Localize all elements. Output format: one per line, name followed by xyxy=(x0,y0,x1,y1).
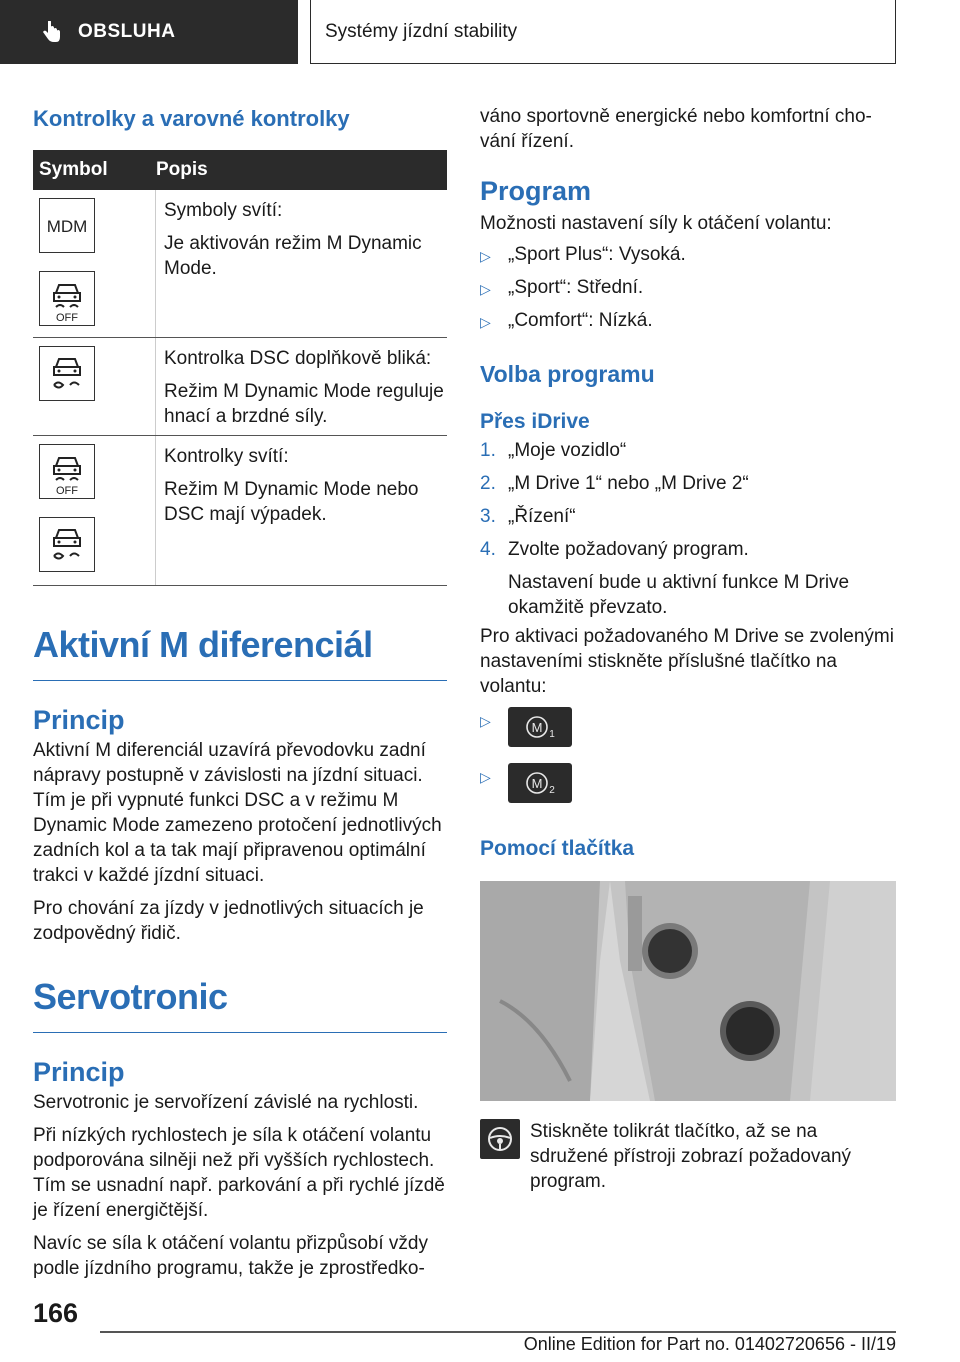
servo-paragraph: Navíc se síla k otáčení volantu přizpůsobí vždy podle jízdního programu, takže je zprostředko- xyxy=(33,1233,428,1279)
triangle-bullet-icon: ▷ xyxy=(480,314,491,330)
tlacitko-text: Stiskněte tolikrát tlačítko, až se na sdružené přístroji zobrazí požadovaný program. xyxy=(530,1121,852,1192)
program-list xyxy=(480,242,896,335)
table-row xyxy=(33,436,447,586)
program-intro: Možnosti nastavení síly k otáčení volantu: xyxy=(480,213,832,234)
mdrive-paragraph: Pro aktivaci požadovaného M Drive se zvolenými nastaveními stiskněte příslušné tlačítko na volantu: xyxy=(480,626,894,697)
kontrolky-heading: Kontrolky a varovné kontrolky xyxy=(33,106,350,131)
tlacitko-block xyxy=(480,1119,896,1194)
tlacitko-heading: Pomocí tlačítka xyxy=(480,837,635,860)
mdm-icon xyxy=(39,198,95,253)
continued-text: váno sportovně energické nebo komfortní cho-vání řízení. xyxy=(480,106,872,152)
svg-text:M: M xyxy=(531,720,543,735)
list-item xyxy=(480,763,896,803)
dsc-icon xyxy=(39,517,95,572)
table-row-text: Kontrolky svítí: xyxy=(164,446,289,467)
table-row-text: Režim M Dynamic Mode nebo DSC mají výpadek. xyxy=(164,479,419,525)
list-item: ▷ „Sport Plus“: Vysoká. xyxy=(480,242,896,269)
servo-princip-heading: Princip xyxy=(33,1057,125,1087)
section-tab-label: OBSLUHA xyxy=(78,21,176,42)
svg-text:OFF: OFF xyxy=(56,484,78,496)
edition-text: Online Edition for Part no. 01402720656 - II/19 xyxy=(523,1334,896,1354)
footer-divider xyxy=(100,1331,896,1333)
svg-text:M: M xyxy=(531,776,543,791)
steering-wheel-icon xyxy=(480,1119,520,1159)
col-symbol: Symbol xyxy=(39,159,108,180)
list-item: 4. Zvolte požadovaný program. xyxy=(480,539,749,560)
left-column xyxy=(33,96,447,1281)
col-popis: Popis xyxy=(156,159,208,180)
section-tab xyxy=(0,0,298,64)
hand-pointer-icon xyxy=(40,21,62,43)
dsc-icon xyxy=(39,346,95,401)
table-row-text: Kontrolka DSC doplňkově bliká: xyxy=(164,348,432,369)
table-row-text: Je aktivován režim M Dynamic Mode. xyxy=(164,233,422,279)
svg-text:2: 2 xyxy=(549,785,555,796)
servo-paragraph: Při nízkých rychlostech je síla k otáčení volantu podporována silněji než při vyšších rychlostech. Tím se usnadní např. parkování a při rychlé jízdě je řízení energičtější. xyxy=(33,1125,445,1221)
table-row-text: Režim M Dynamic Mode reguluje hnací a brzdné síly. xyxy=(164,381,444,427)
table-row xyxy=(33,338,447,436)
steps-list xyxy=(480,438,896,620)
symbol-table-header xyxy=(33,150,447,190)
diff-heading: Aktivní M diferenciál xyxy=(33,624,447,681)
list-item: 2. „M Drive 1“ nebo „M Drive 2“ xyxy=(480,473,749,494)
symbol-table xyxy=(33,150,447,586)
triangle-bullet-icon: ▷ xyxy=(480,248,491,264)
volba-heading: Volba programu xyxy=(480,361,655,387)
svg-text:1: 1 xyxy=(549,729,555,740)
m1-button-icon xyxy=(508,707,572,747)
page-number: 166 xyxy=(33,1298,79,1328)
list-item: 3. „Řízení“ xyxy=(480,506,576,527)
triangle-bullet-icon: ▷ xyxy=(480,713,491,729)
diff-princip-heading: Princip xyxy=(33,705,125,735)
diff-paragraph: Pro chování za jízdy v jednotlivých situacích je zodpovědný řidič. xyxy=(33,898,424,944)
dsc-off-icon xyxy=(39,271,95,326)
chapter-title: Systémy jízdní stability xyxy=(310,0,896,64)
step-note: Nastavení bude u aktivní funkce M Drive okamžitě převzato. xyxy=(508,572,850,618)
table-row xyxy=(33,190,447,338)
list-item: ▷ „Comfort“: Nízká. xyxy=(480,308,896,335)
servo-heading: Servotronic xyxy=(33,976,447,1033)
servo-paragraph: Servotronic je servořízení závislé na rychlosti. xyxy=(33,1092,419,1113)
m2-button-icon xyxy=(508,763,572,803)
right-column xyxy=(480,104,896,1194)
dsc-off-icon xyxy=(39,444,95,499)
svg-text:MDM: MDM xyxy=(46,216,88,236)
triangle-bullet-icon: ▷ xyxy=(480,281,491,297)
program-heading: Program xyxy=(480,176,592,206)
triangle-bullet-icon: ▷ xyxy=(480,769,491,785)
table-row-text: Symboly svítí: xyxy=(164,200,283,221)
svg-text:OFF: OFF xyxy=(56,311,78,323)
diff-paragraph: Aktivní M diferenciál uzavírá převodovku zadní nápravy postupně v závislosti na jízdní situaci. Tím je při vypnuté funkci DSC a v režimu M Dynamic Mode zamezeno protočení jednotlivých zadních kol a ta tak mají připravenou optimální trakci v každé jízdní situaci. xyxy=(33,740,442,886)
idrive-heading: Přes iDrive xyxy=(480,410,590,433)
list-item: ▷ „Sport“: Střední. xyxy=(480,275,896,302)
list-item xyxy=(480,707,896,747)
list-item: 1. „Moje vozidlo“ xyxy=(480,440,627,461)
center-console-photo xyxy=(480,881,896,1101)
